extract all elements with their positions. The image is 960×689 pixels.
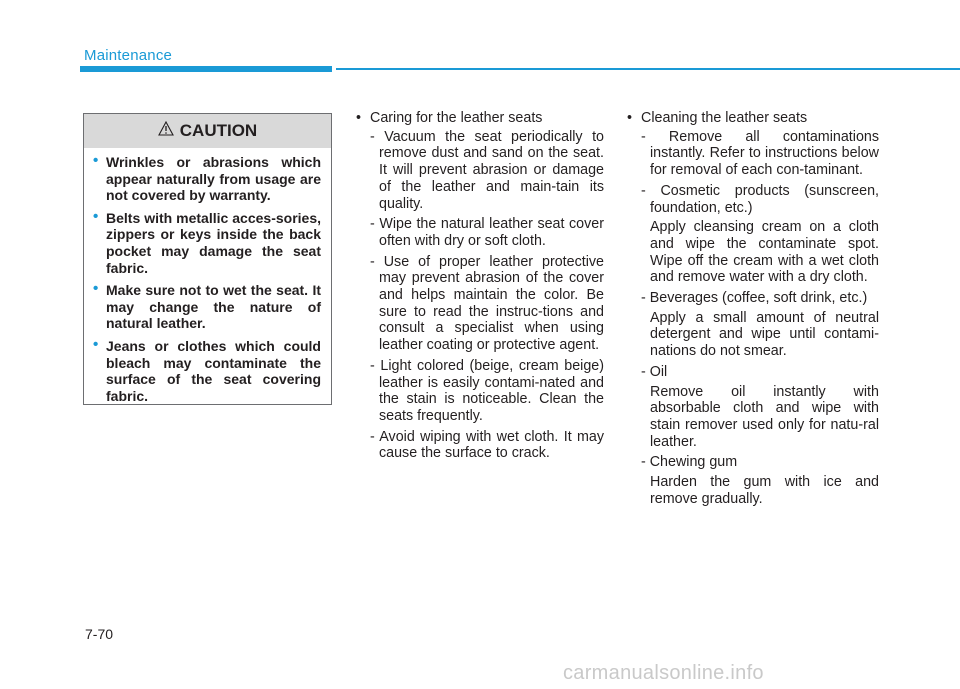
page-number: 7-70 xyxy=(85,626,114,642)
list-item-text: Apply a small amount of neutral detergent and wipe until contami-nations do not smear. xyxy=(650,309,879,360)
bullet-icon: • xyxy=(93,207,99,225)
caring-heading: • Caring for the leather seats xyxy=(356,110,543,126)
header-bar-thin xyxy=(336,68,960,70)
list-item-text: Apply cleansing cream on a cloth and wipe the contaminate spot. Wipe off the cream with a wet cloth and remove water with a dry cloth. xyxy=(650,219,879,286)
caution-item: • Jeans or clothes which could bleach may contaminate the surface of the seat covering fabric. xyxy=(93,335,321,404)
bullet-icon: • xyxy=(93,152,99,169)
list-item: - Remove all contaminations instantly. Refer to instructions below for removal of each con-taminant. xyxy=(641,128,879,179)
list-item-label: - Oil xyxy=(641,363,668,380)
list-item: - Avoid wiping with wet cloth. It may cause the surface to crack. xyxy=(370,428,604,462)
list-item: - Wipe the natural leather seat cover often with dry or soft cloth. xyxy=(370,216,604,249)
list-item: - Use of proper leather protective may prevent abrasion of the cover and helps maintain the color. Be sure to read the instruc-tions and consult a specialist when using leather coating or protective agent. xyxy=(370,253,604,354)
bullet-icon: • xyxy=(356,110,362,126)
list-item: - Vacuum the seat periodically to remove dust and sand on the seat. It will prevent abrasion or damage of the leather and main-tain its quality. xyxy=(370,128,604,212)
bullet-icon: • xyxy=(627,110,633,126)
caution-box xyxy=(83,113,332,405)
bullet-icon: • xyxy=(93,280,99,298)
list-item-text: Remove oil instantly with absorbable cloth and wipe with stain remover used only for natu-ral leather. xyxy=(650,383,879,450)
section-title: Maintenance xyxy=(84,47,173,64)
caution-list xyxy=(84,148,331,404)
caution-item: • Make sure not to wet the seat. It may change the nature of natural leather. xyxy=(93,280,321,332)
list-item-text: Harden the gum with ice and remove gradually. xyxy=(650,474,879,507)
watermark: carmanualsonline.info xyxy=(563,662,764,684)
list-item: - Light colored (beige, cream beige) leather is easily contami-nated and the stain is noticeable. Clean the seats frequently. xyxy=(370,357,604,424)
caring-section xyxy=(356,110,604,466)
caution-item: • Belts with metallic acces-sories, zippers or keys inside the back pocket may damage the seat fabric. xyxy=(93,207,321,276)
caution-item: • Wrinkles or abrasions which appear naturally from usage are not covered by warranty. xyxy=(93,152,321,204)
cleaning-section xyxy=(627,110,879,511)
warning-triangle-icon xyxy=(158,121,174,141)
list-item-label: - Cosmetic products (sunscreen, foundation, etc.) xyxy=(641,182,879,216)
caution-title: CAUTION xyxy=(179,121,258,140)
list-item-label: - Beverages (coffee, soft drink, etc.) xyxy=(641,290,868,307)
caution-header xyxy=(84,114,331,148)
list-item-label: - Chewing gum xyxy=(641,454,738,471)
header-bar-thick xyxy=(80,66,332,72)
cleaning-heading: • Cleaning the leather seats xyxy=(627,110,808,126)
bullet-icon: • xyxy=(93,335,99,353)
